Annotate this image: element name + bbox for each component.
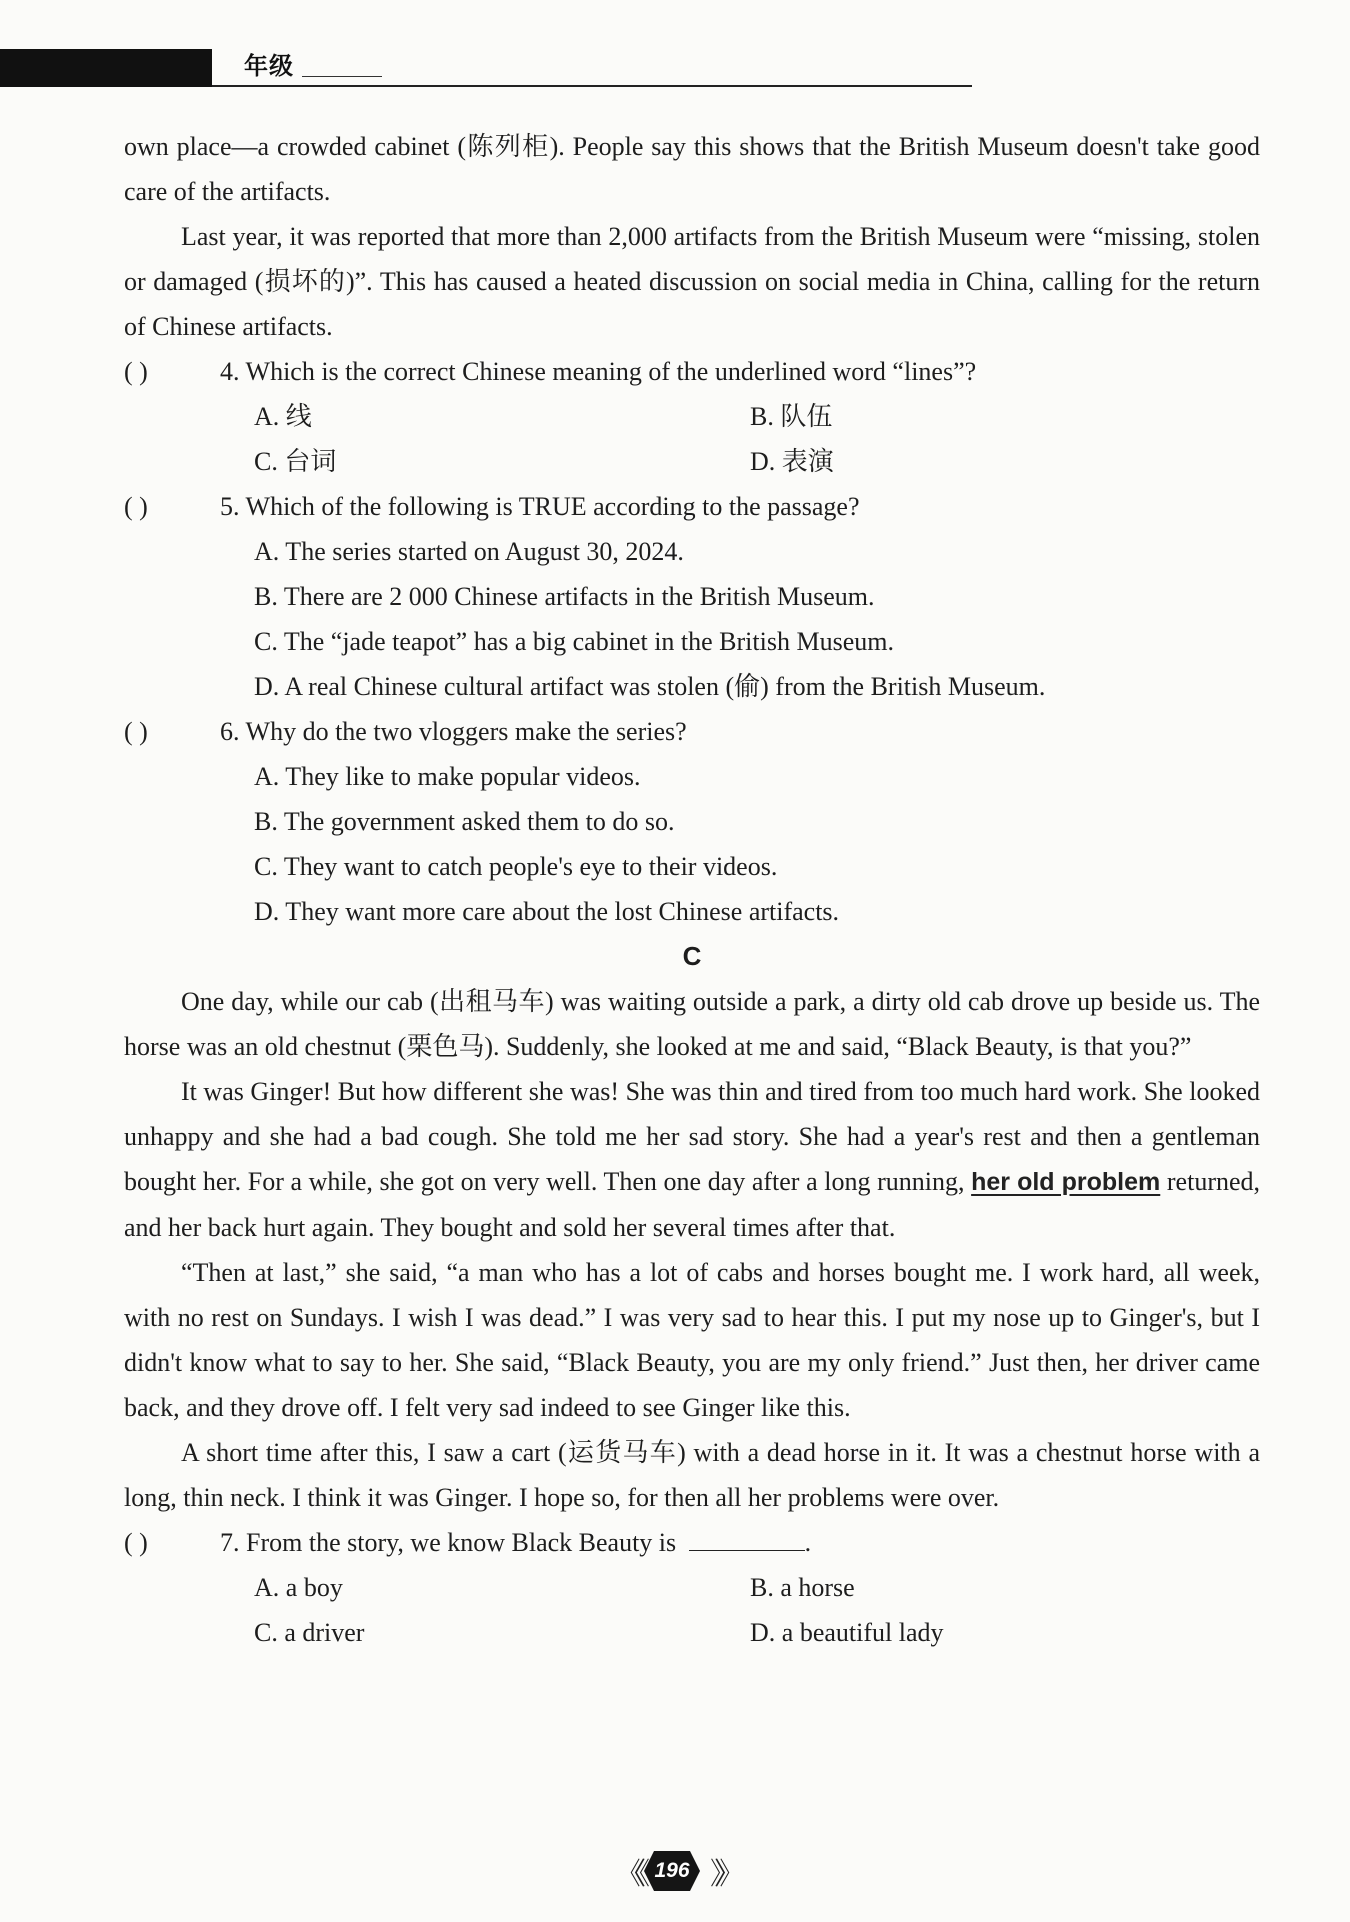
option-b: B. The government asked them to do so.: [254, 807, 675, 836]
option-a: A. They like to make popular videos.: [254, 762, 641, 791]
option-d: D. a beautiful lady: [750, 1618, 944, 1647]
option-a: A. a boy: [254, 1573, 343, 1602]
option-b: B. There are 2 000 Chinese artifacts in the British Museum.: [254, 582, 875, 611]
double-chevron-right-icon: 》》: [710, 1857, 735, 1892]
underlined-phrase: her old problem: [971, 1168, 1161, 1196]
option-d: D. A real Chinese cultural artifact was stolen (偷) from the British Museum.: [254, 672, 1046, 701]
question-7-text: [220, 1520, 811, 1565]
passage-c-paragraph-4: A short time after this, I saw a cart (运货马车) with a dead horse in it. It was a chestnut horse with a long, thin neck. I think it was Ginger. I hope so, for then all her problems were over.: [124, 1438, 1260, 1512]
answer-blank[interactable]: ( ): [124, 357, 148, 386]
question-4-options-row-1: [124, 394, 1260, 439]
passage-c-paragraph-3: “Then at last,” she said, “a man who has a lot of cabs and horses bought me. I work hard, all week, with no rest on Sundays. I wish I was dead.” I was very sad to hear this. I put my nose up to Ginger's, but I didn't know what to say to her. She said, “Black Beauty, you are my only friend.” Just then, her driver came back, and they drove off. I felt very sad indeed to see Ginger like this.: [124, 1258, 1260, 1422]
question-5: [124, 484, 1260, 529]
option-d: D. They want more care about the lost Chinese artifacts.: [254, 897, 840, 926]
grade-label: 年级: [244, 52, 294, 80]
option-b: B. a horse: [750, 1573, 855, 1602]
question-7-options-row-1: [124, 1565, 1260, 1610]
answer-blank[interactable]: ( ): [124, 1528, 148, 1557]
paragraph-text: returned, and her back hurt again. They bought and sold her several times after that.: [124, 1167, 1261, 1242]
option-a: A. The series started on August 30, 2024.: [254, 537, 684, 566]
question-6: [124, 709, 1260, 754]
option-a: A. 线: [254, 402, 312, 431]
question-7-stem: 7. From the story, we know Black Beauty is: [220, 1528, 677, 1557]
header-black-bar: [0, 49, 212, 87]
question-6-text: 6. Why do the two vloggers make the series?: [220, 717, 687, 746]
page-number-badge: [644, 1851, 700, 1891]
passage-c-paragraph-1: One day, while our cab (出租马车) was waiting outside a park, a dirty old cab drove up beside us. The horse was an old chestnut (栗色马). Suddenly, she looked at me and said, “Black Beauty, is that you?”: [124, 987, 1260, 1061]
question-4-options-row-2: [124, 439, 1260, 484]
answer-blank[interactable]: ( ): [124, 492, 148, 521]
fill-in-blank[interactable]: [689, 1550, 805, 1551]
section-c-label: C: [682, 941, 702, 971]
passage-b-paragraph: Last year, it was reported that more than 2,000 artifacts from the British Museum were “missing, stolen or damaged (损坏的)”. This has caused a heated discussion on social media in China, calling for the return of Chinese artifacts.: [124, 222, 1260, 341]
option-c: C. They want to catch people's eye to their videos.: [254, 852, 778, 881]
page-content: [124, 124, 1260, 1655]
double-chevron-left-icon: 《《: [615, 1857, 640, 1892]
question-4-text: 4. Which is the correct Chinese meaning of the underlined word “lines”?: [220, 357, 977, 386]
passage-c-paragraph-2: [124, 1069, 1260, 1250]
paragraph-text: It was Ginger! But how different she was! She was thin and tired from too much hard work. She looked unhappy and she had a bad cough. She told me her sad story. She had a year's rest and then a gentleman bought her. For a while, she got on very well. Then one day after a long running,: [124, 1077, 1260, 1196]
question-5-text: 5. Which of the following is TRUE according to the passage?: [220, 492, 860, 521]
option-c: C. a driver: [254, 1618, 365, 1647]
answer-blank[interactable]: ( ): [124, 717, 148, 746]
header-rule: [212, 85, 972, 87]
question-7-options-row-2: [124, 1610, 1260, 1655]
page-header: [0, 0, 1350, 92]
question-4: [124, 349, 1260, 394]
question-7: [124, 1520, 1260, 1565]
passage-b-continuation: own place—a crowded cabinet (陈列柜). People say this shows that the British Museum doesn't take good care of the artifacts.: [124, 132, 1260, 206]
option-c: C. The “jade teapot” has a big cabinet in the British Museum.: [254, 627, 894, 656]
option-d: D. 表演: [750, 447, 834, 476]
page-number-footer: [0, 1846, 1350, 1896]
grade-blank-line: [302, 76, 382, 77]
question-7-end: .: [804, 1528, 812, 1557]
page-number: 196: [654, 1859, 690, 1882]
option-b: B. 队伍: [750, 402, 833, 431]
option-c: C. 台词: [254, 447, 337, 476]
